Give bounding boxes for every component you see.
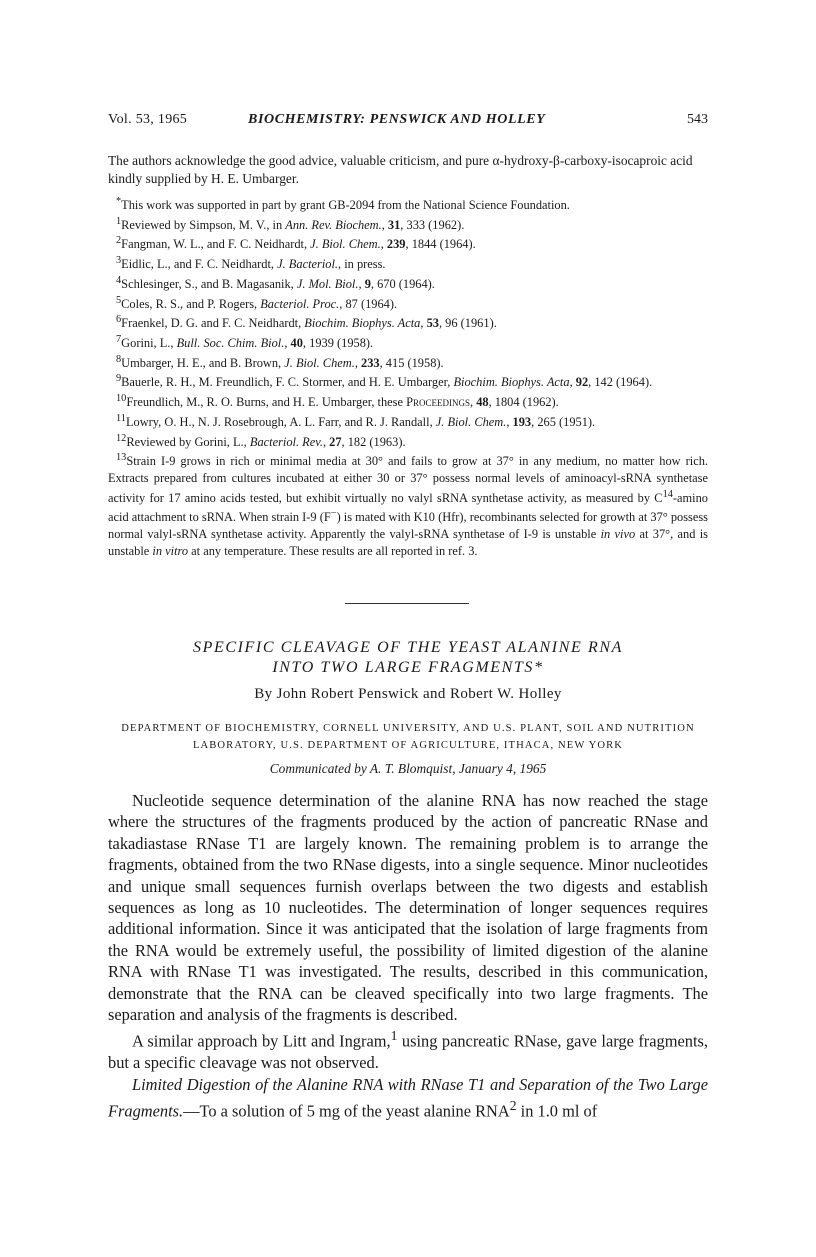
citation-detail: , 265 (1951). <box>531 415 596 430</box>
article-body <box>108 790 708 1122</box>
volume-number: 92 <box>575 375 589 390</box>
volume-number: 233 <box>361 355 380 370</box>
affiliation <box>108 720 708 754</box>
volume-number: 193 <box>512 415 532 430</box>
volume-number: 48 <box>476 395 489 410</box>
footnote-authors: Umbarger, H. E., and B. Brown, <box>121 355 285 370</box>
footnote-mark: 7 <box>116 334 122 346</box>
superscript: − <box>330 508 337 520</box>
citation-detail: , in press. <box>338 257 386 272</box>
footnote <box>108 293 708 313</box>
footnote: $^{11}$Lowry, O. H., N. J. Rosebrough, A. L. Farr, and R. J. Randall, J. Biol. Chem., 193, 265 (1951). <box>116 412 596 430</box>
paragraph-3-text: —To a solution of 5 mg of the yeast alanine RNA <box>183 1101 510 1121</box>
footnote-mark: 6 <box>116 314 122 326</box>
citation-detail: , 1844 (1964). <box>405 237 476 252</box>
footnote-mark: 10 <box>116 393 127 405</box>
citation-detail: , 333 (1962). <box>400 217 465 232</box>
title-line-2: INTO TWO LARGE FRAGMENTS* <box>272 659 544 676</box>
citation-detail: , 1804 (1962). <box>488 395 559 410</box>
citation-detail: , 142 (1964). <box>588 375 653 390</box>
citation-detail: , 96 (1961). <box>438 316 497 331</box>
byline: By John Robert Penswick and Robert W. Holley <box>254 686 562 702</box>
volume-label: Vol. 53, 1965 <box>108 112 188 127</box>
footnote-mark: 1 <box>116 215 122 227</box>
running-title: BIOCHEMISTRY: PENSWICK AND HOLLEY <box>248 112 546 127</box>
italic-term: in vivo <box>600 527 636 542</box>
footnote-authors: Freundlich, M., R. O. Burns, and H. E. Umbarger, these <box>126 395 407 410</box>
title-line-1: SPECIFIC CLEAVAGE OF THE YEAST ALANINE RNA <box>193 639 623 656</box>
journal-name: J. Biol. Chem. <box>284 355 355 370</box>
footnote <box>108 253 708 273</box>
footnote-mark: 9 <box>116 373 122 385</box>
journal-name: Ann. Rev. Biochem. <box>285 217 382 232</box>
footnote-authors: Reviewed by Gorini, L., <box>126 434 250 449</box>
footnote-text: at any temperature. These results are all reported in ref. 3. <box>188 543 478 558</box>
journal-name: J. Bacteriol. <box>277 257 339 272</box>
journal-name: Biochim. Biophys. Acta <box>304 316 421 331</box>
superscript: 14 <box>662 488 673 500</box>
footnote: $^1$Reviewed by Simpson, M. V., in Ann. Rev. Biochem., 31, 333 (1962). <box>116 215 465 232</box>
citation-detail: , 182 (1963). <box>341 434 406 449</box>
footnote-mark: 8 <box>116 353 122 365</box>
footnote-text: Strain I-9 grows in rich or minimal media at 30° and fails to grow at 37° in any medium, no matter how rich. Extracts prepared from cultures incubated at either 30 or 37° possess normal levels of aminoacyl-sRNA synthetase activity for 17 amino acids tested, but exhibit virtually no valyl sRNA synthetase activity, as measured by C <box>108 454 708 505</box>
footnote-text: This work was supported in part by grant GB-2094 from the National Science Foundation. <box>121 198 570 213</box>
paragraph-3-rest: in 1.0 ml of <box>516 1101 598 1121</box>
footnote-mark: 5 <box>116 294 122 306</box>
paragraph-1: Nucleotide sequence determination of the alanine RNA has now reached the stage where the structures of the fragments produced by the action of pancreatic RNase and takadiastase RNase T1 are largely known. The remaining problem is to arrange the fragments, obtained from the two RNase digests, into a single sequence. Minor nucleotides and unique small sequences furnish overlaps between the two digests and establish sequences as long as 10 nucleotides. The determination of longer sequences requires additional information. Since it was anticipated that the isolation of large fragments from the RNA would be extremely useful, the possibility of limited digestion of the alanine RNA with RNase T1 was investigated. The results, described in this communication, demonstrate that the RNA can be cleaved specifically into two large fragments. The separation and analysis of the fragments is described. <box>108 791 708 1025</box>
journal-name: Bull. Soc. Chim. Biol. <box>176 336 285 351</box>
ref-mark: 1 <box>390 1028 398 1044</box>
footnote: $^2$Fangman, W. L., and F. C. Neidhardt, J. Biol. Chem., 239, 1844 (1964). <box>116 235 476 252</box>
volume-number: 31 <box>387 217 401 232</box>
footnote: $^{12}$Reviewed by Gorini, L., Bacteriol. Rev., 27, 182 (1963). <box>116 432 406 449</box>
journal-name: J. Biol. Chem. <box>435 415 507 430</box>
journal-name: Bacteriol. Rev. <box>249 434 323 449</box>
affiliation-line-2: LABORATORY, U.S. DEPARTMENT OF AGRICULTURE, ITHACA, NEW YORK <box>192 740 624 751</box>
volume-number: 9 <box>364 277 371 291</box>
footnote-authors: Coles, R. S., and P. Rogers, <box>121 296 261 311</box>
footnote-authors: Fraenkel, D. G. and F. C. Neidhardt, <box>121 316 305 331</box>
footnotes <box>108 194 708 559</box>
footnote-authors: Eidlic, L., and F. C. Neidhardt, <box>121 257 278 272</box>
citation-detail: , 87 (1964). <box>339 296 398 311</box>
footnote-text: at 37°, and is unstable <box>108 527 708 558</box>
citation-detail: , 670 (1964). <box>370 277 435 291</box>
footnote <box>108 194 708 214</box>
footnote-authors: Bauerle, R. H., M. Freundlich, F. C. Stormer, and H. E. Umbarger, <box>121 375 454 390</box>
footnote: $^6$Fraenkel, D. G. and F. C. Neidhardt, Biochim. Biophys. Acta, 53, 96 (1961). <box>116 314 497 331</box>
running-header <box>108 112 708 132</box>
ref-mark: 2 <box>509 1098 517 1114</box>
section-divider <box>345 603 469 604</box>
footnote: $^{10}$Freundlich, M., R. O. Burns, and H. E. Umbarger, these Proceedings, 48, 1804 (1962). <box>116 393 559 410</box>
footnote-mark: * <box>116 196 122 207</box>
citation-detail: , 1939 (1958). <box>302 336 374 351</box>
page-number: 543 <box>687 112 708 127</box>
acknowledgment: The authors acknowledge the good advice, valuable criticism, and pure α-hydroxy-β-carboxy-isocaproic acid kindly supplied by H. E. Umbarger. <box>108 153 693 186</box>
footnote-text: ) is mated with K10 (Hfr), recombinants selected for growth at 37° possess normal valyl-sRNA synthetase activity. Apparently the valyl-sRNA synthetase of I-9 is unstable <box>108 510 709 542</box>
volume-number: 40 <box>290 336 303 351</box>
footnote-mark: 4 <box>116 274 122 286</box>
footnote-mark: 12 <box>116 432 127 444</box>
paragraph-2 <box>108 1025 708 1073</box>
paragraph-2-text: A similar approach by Litt and Ingram, <box>132 1031 391 1051</box>
footnote-authors: Schlesinger, S., and B. Magasanik, <box>121 277 297 291</box>
footnote-mark: 2 <box>116 235 122 247</box>
paragraph-3 <box>108 1074 708 1122</box>
footnote <box>108 450 708 559</box>
section-heading: Limited Digestion of the Alanine RNA with RNase T1 and Separation of the Two Large Fragments. <box>108 1074 708 1121</box>
volume-number: 239 <box>386 237 406 252</box>
communicated-by: Communicated by A. T. Blomquist, January 4, 1965 <box>269 761 547 776</box>
footnote-text: -amino acid attachment to sRNA. When strain I-9 (F <box>108 490 708 525</box>
italic-term: in vitro <box>152 543 189 558</box>
footnote-mark: 13 <box>116 452 127 464</box>
volume-number: 27 <box>329 434 342 449</box>
footnote: $^8$Umbarger, H. E., and B. Brown, J. Biol. Chem., 233, 415 (1958). <box>116 353 444 370</box>
footnote: $^7$Gorini, L., Bull. Soc. Chim. Biol., 40, 1939 (1958). <box>116 334 374 351</box>
footnote-authors: Fangman, W. L., and F. C. Neidhardt, <box>121 237 311 252</box>
paragraph-2-rest: using pancreatic RNase, gave large fragments, but a specific cleavage was not observed. <box>108 1031 708 1073</box>
journal-name: J. Biol. Chem. <box>310 237 381 252</box>
affiliation-line-1: DEPARTMENT OF BIOCHEMISTRY, CORNELL UNIVERSITY, AND U.S. PLANT, SOIL AND NUTRITION <box>121 723 695 734</box>
journal-name: Proceedings <box>406 395 470 410</box>
footnote-authors: Lowry, O. H., N. J. Rosebrough, A. L. Farr, and R. J. Randall, <box>125 415 436 430</box>
footnote: $^4$Schlesinger, S., and B. Magasanik, J. Mol. Biol., 9, 670 (1964). <box>116 274 435 291</box>
volume-number: 53 <box>426 316 439 331</box>
footnote-authors: Gorini, L., <box>121 336 177 351</box>
footnote-mark: 3 <box>116 255 122 267</box>
citation-detail: , 415 (1958). <box>379 355 444 370</box>
journal-name: J. Mol. Biol. <box>296 277 359 291</box>
footnote-mark: 11 <box>116 412 126 424</box>
article-title <box>108 638 708 678</box>
journal-name: Bacteriol. Proc. <box>260 296 340 311</box>
footnote-authors: Reviewed by Simpson, M. V., in <box>121 217 286 232</box>
journal-name: Biochim. Biophys. Acta <box>453 375 570 390</box>
footnote: $^9$Bauerle, R. H., M. Freundlich, F. C. Stormer, and H. E. Umbarger, Biochim. Biophys. Acta, 92, 142 (1964). <box>116 373 653 390</box>
